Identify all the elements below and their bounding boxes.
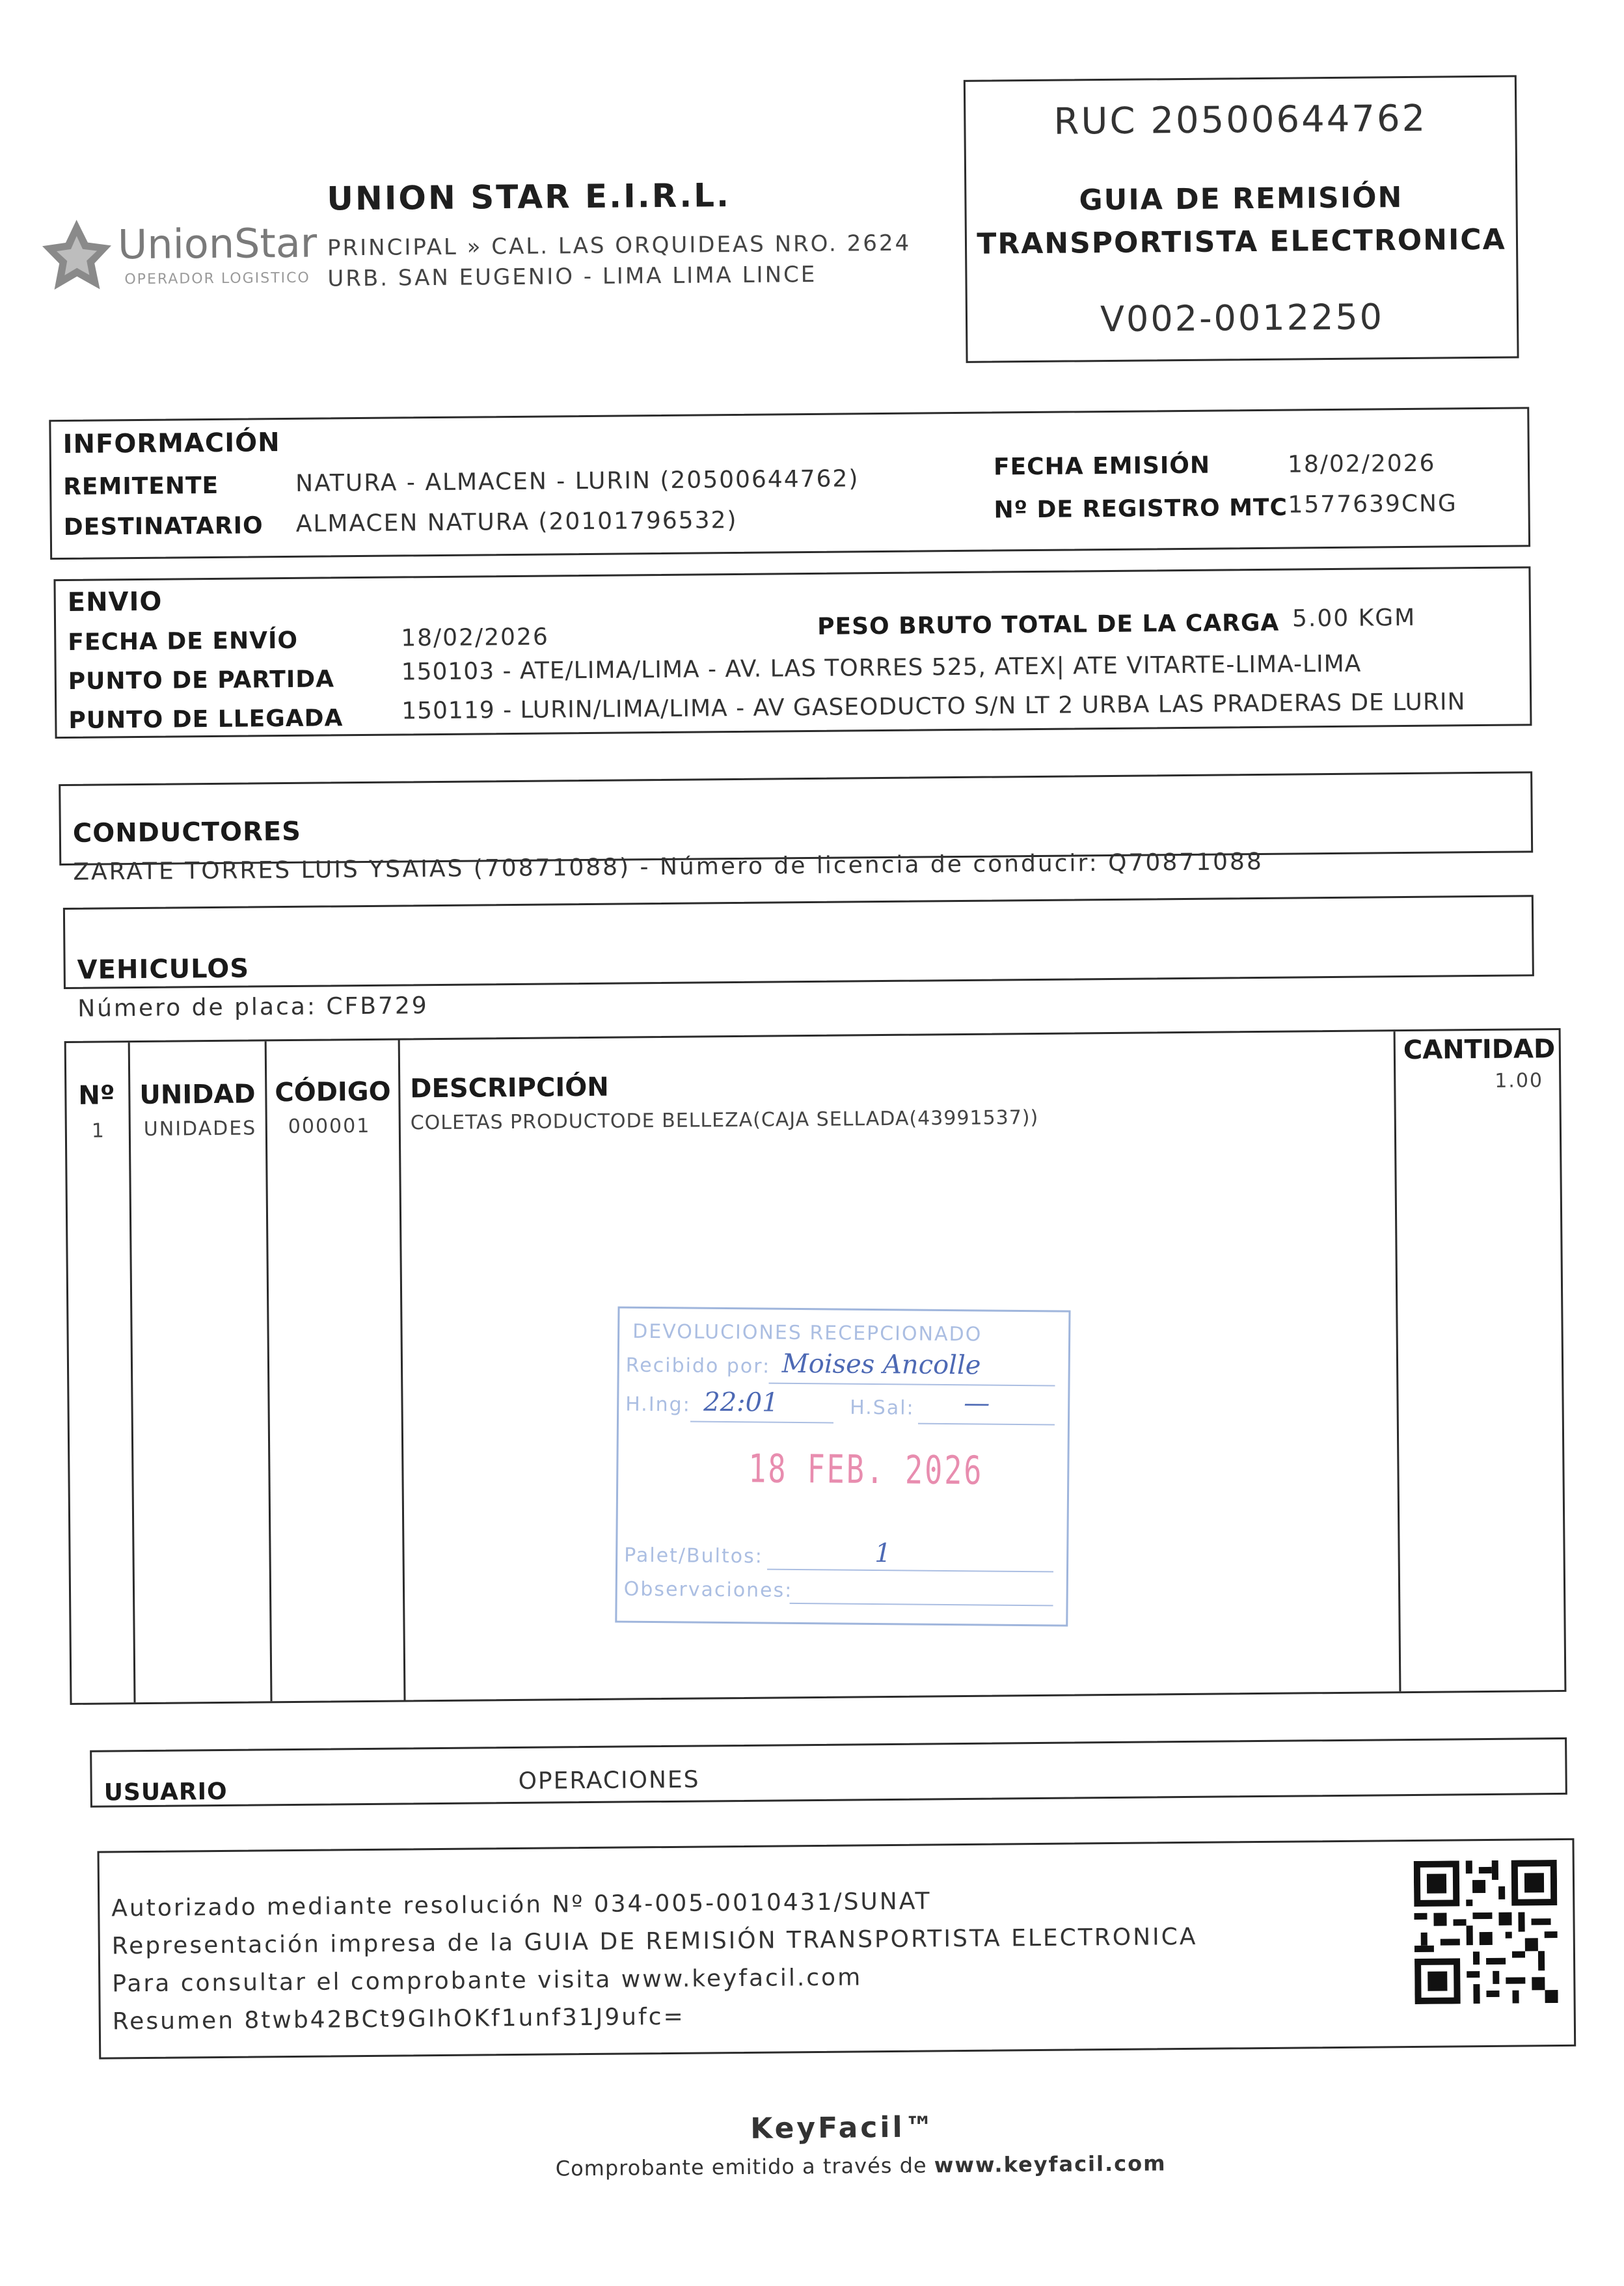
registro-mtc-value: 1577639CNG <box>1288 490 1457 519</box>
row-unidad: UNIDADES <box>143 1117 257 1141</box>
ruc-box <box>964 75 1519 362</box>
qr-code-icon <box>1414 1860 1558 2004</box>
llegada-label: PUNTO DE LLEGADA <box>68 705 344 734</box>
vehiculos-section <box>63 895 1534 1022</box>
brand-tagline <box>556 2151 1167 2181</box>
fecha-envio-label: FECHA DE ENVÍO <box>68 627 299 656</box>
authorization-line2: Representación impresa de la GUIA DE REMISIÓN TRANSPORTISTA ELECTRONICA <box>111 1923 1198 1960</box>
document-title-line2: TRANSPORTISTA ELECTRONICA <box>977 223 1506 261</box>
partida-label: PUNTO DE PARTIDA <box>68 666 335 695</box>
document-series: V002-0012250 <box>1100 296 1385 340</box>
usuario-section <box>90 1737 1567 1808</box>
ruc-number: RUC 20500644762 <box>1053 97 1428 143</box>
company-name: UNION STAR E.I.R.L. <box>327 176 731 218</box>
col-header-codigo: CÓDIGO <box>275 1076 391 1108</box>
brand-name: KeyFacil™ <box>750 2110 936 2145</box>
stamp-recibido-value: Moises Ancolle <box>781 1348 981 1381</box>
stamp-palet-label: Palet/Bultos: <box>624 1544 763 1568</box>
items-table <box>64 1028 1567 1705</box>
usuario-label: USUARIO <box>103 1778 228 1806</box>
brand-tagline-site: www.keyfacil.com <box>934 2151 1167 2178</box>
stamp-palet-value: 1 <box>874 1538 891 1569</box>
envio-section <box>53 566 1532 739</box>
authorization-line4: Resumen 8twb42BCt9GIhOKf1unf31J9ufc= <box>112 2003 685 2035</box>
document-title-line1: GUIA DE REMISIÓN <box>1079 181 1403 217</box>
conductores-value: ZARATE TORRES LUIS YSAIAS (70871088) - Número de licencia de conducir: Q70871088 <box>73 848 1264 886</box>
llegada-value: 150119 - LURIN/LIMA/LIMA - AV GASEODUCTO S/N LT 2 URBA LAS PRADERAS DE LURIN <box>401 688 1466 725</box>
authorization-line1: Autorizado mediante resolución Nº 034-005-0010431/SUNAT <box>111 1888 932 1922</box>
conductores-heading: CONDUCTORES <box>72 816 302 849</box>
row-no: 1 <box>91 1119 106 1143</box>
star-logo-icon <box>41 216 113 301</box>
stamp-hsal-label: H.Sal: <box>850 1396 915 1420</box>
row-codigo: 000001 <box>288 1114 371 1139</box>
fecha-emision-value: 18/02/2026 <box>1287 450 1436 478</box>
col-header-unidad: UNIDAD <box>139 1079 256 1111</box>
logo-wordmark: UnionStar <box>117 219 318 269</box>
row-descripcion: COLETAS PRODUCTODE BELLEZA(CAJA SELLADA(43991537)) <box>410 1106 1039 1135</box>
envio-heading: ENVIO <box>67 586 163 618</box>
col-header-cantidad: CANTIDAD <box>1403 1034 1556 1066</box>
peso-label: PESO BRUTO TOTAL DE LA CARGA <box>817 609 1280 640</box>
peso-value: 5.00 KGM <box>1292 604 1416 633</box>
conductores-section <box>59 771 1533 886</box>
partida-value: 150103 - ATE/LIMA/LIMA - AV. LAS TORRES 525, ATEX| ATE VITARTE-LIMA-LIMA <box>401 650 1362 686</box>
brand-tagline-prefix: Comprobante emitido a través de <box>555 2153 934 2181</box>
stamp-title: DEVOLUCIONES RECEPCIONADO <box>632 1320 982 1346</box>
stamp-obs-label: Observaciones: <box>623 1577 793 1602</box>
fecha-envio-value: 18/02/2026 <box>401 623 549 652</box>
stamp-hing-label: H.Ing: <box>625 1393 691 1417</box>
col-header-descripcion: DESCRIPCIÓN <box>410 1072 609 1104</box>
usuario-value: OPERACIONES <box>518 1766 700 1795</box>
company-address-line2: URB. SAN EUGENIO - LIMA LIMA LINCE <box>327 261 817 292</box>
fecha-emision-label: FECHA EMISIÓN <box>993 452 1211 481</box>
vehiculos-heading: VEHICULOS <box>77 953 250 985</box>
remitente-label: REMITENTE <box>63 472 219 501</box>
vehiculos-value: Número de placa: CFB729 <box>77 992 429 1022</box>
row-cantidad: 1.00 <box>1495 1069 1544 1093</box>
stamp-recibido-label: Recibido por: <box>625 1354 771 1378</box>
stamp-hing-value: 22:01 <box>703 1387 779 1418</box>
logo-tagline: OPERADOR LOGISTICO <box>124 269 310 288</box>
registro-mtc-label: Nº DE REGISTRO MTC <box>994 494 1288 524</box>
remitente-value: NATURA - ALMACEN - LURIN (20500644762) <box>295 465 859 497</box>
stamp-date: 18 FEB. 2026 <box>748 1446 984 1494</box>
company-logo <box>41 211 318 312</box>
col-header-no: Nº <box>78 1080 115 1111</box>
informacion-heading: INFORMACIÓN <box>62 428 280 460</box>
destinatario-label: DESTINATARIO <box>63 512 264 541</box>
authorization-box <box>98 1838 1577 2060</box>
authorization-line3: Para consultar el comprobante visita www.keyfacil.com <box>112 1964 863 1998</box>
stamp-hsal-value: — <box>964 1388 990 1419</box>
destinatario-value: ALMACEN NATURA (20101796532) <box>295 506 738 537</box>
company-address-line1: PRINCIPAL » CAL. LAS ORQUIDEAS NRO. 2624 <box>327 230 912 262</box>
informacion-section <box>49 407 1530 560</box>
reception-stamp <box>615 1307 1070 1627</box>
